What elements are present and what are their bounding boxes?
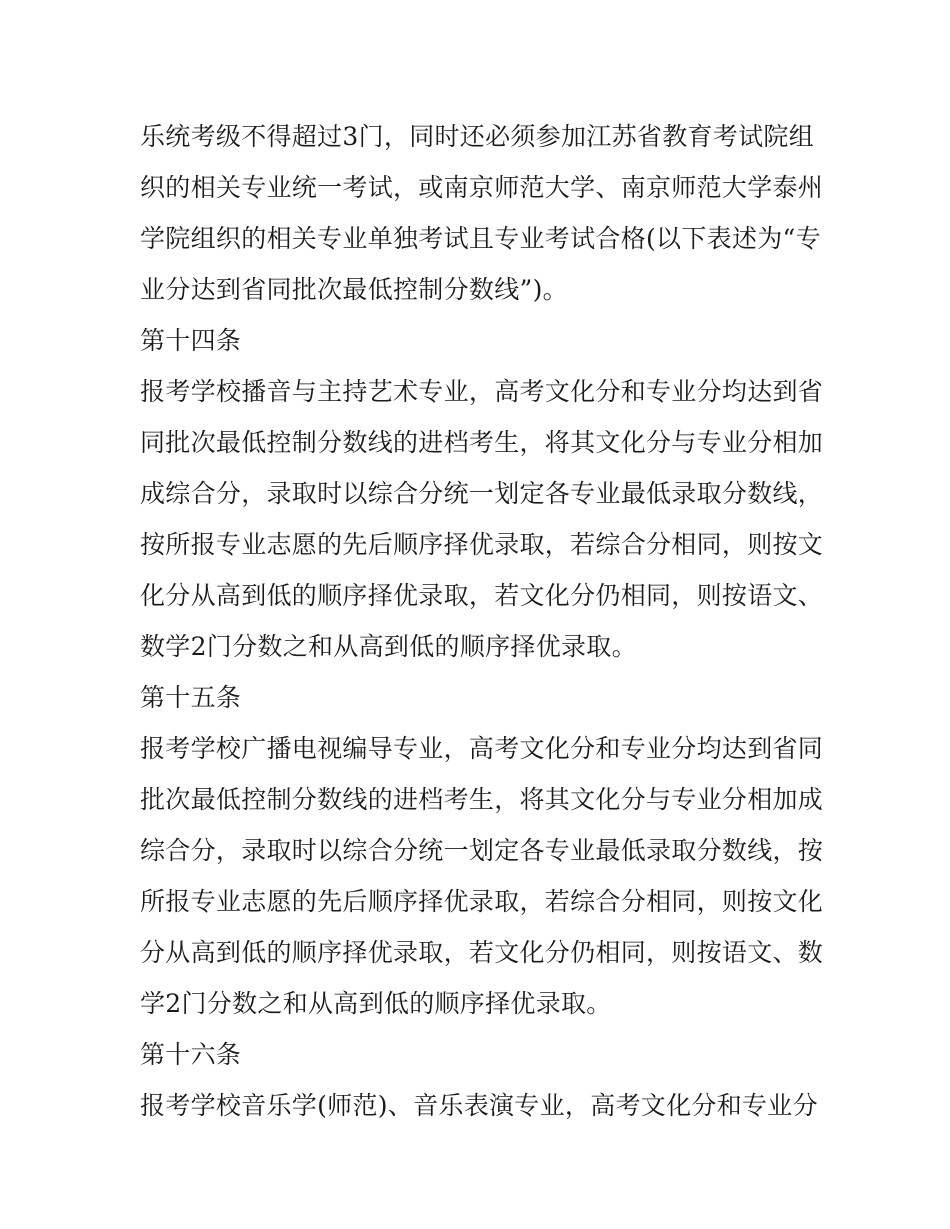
document-page [140,111,824,1131]
text-line: 报考学校音乐学(师范)、音乐表演专业，高考文化分和专业分 [140,1091,818,1120]
text-line: 报考学校播音与主持艺术专业，高考文化分和专业分均达到省 [140,377,824,406]
article-heading: 第十五条 [140,683,242,712]
article-heading: 第十六条 [140,1040,242,1069]
text-line: 数学2门分数之和从高到低的顺序择优录取。 [140,632,637,661]
text-line: 业分达到省同批次最低控制分数线”)。 [140,275,568,304]
article-heading: 第十四条 [140,326,242,355]
text-line: 学2门分数之和从高到低的顺序择优录取。 [140,989,612,1018]
text-line: 成综合分，录取时以综合分统一划定各专业最低录取分数线， [140,479,824,508]
text-line: 所报专业志愿的先后顺序择优录取，若综合分相同，则按文化 [140,887,824,916]
text-line: 批次最低控制分数线的进档考生，将其文化分与专业分相加成 [140,785,824,814]
text-line: 同批次最低控制分数线的进档考生，将其文化分与专业分相加 [140,428,824,457]
text-line: 化分从高到低的顺序择优录取，若文化分仍相同，则按语文、 [140,581,824,610]
text-line: 织的相关专业统一考试，或南京师范大学、南京师范大学泰州 [140,173,824,202]
text-line: 乐统考级不得超过3门，同时还必须参加江苏省教育考试院组 [140,122,815,151]
text-line: 分从高到低的顺序择优录取，若文化分仍相同，则按语文、数 [140,938,824,967]
text-line: 综合分，录取时以综合分统一划定各专业最低录取分数线，按 [140,836,824,865]
text-line: 报考学校广播电视编导专业，高考文化分和专业分均达到省同 [140,734,824,763]
text-line: 按所报专业志愿的先后顺序择优录取，若综合分相同，则按文 [140,530,824,559]
text-line: 学院组织的相关专业单独考试且专业考试合格(以下表述为“专 [140,224,821,253]
